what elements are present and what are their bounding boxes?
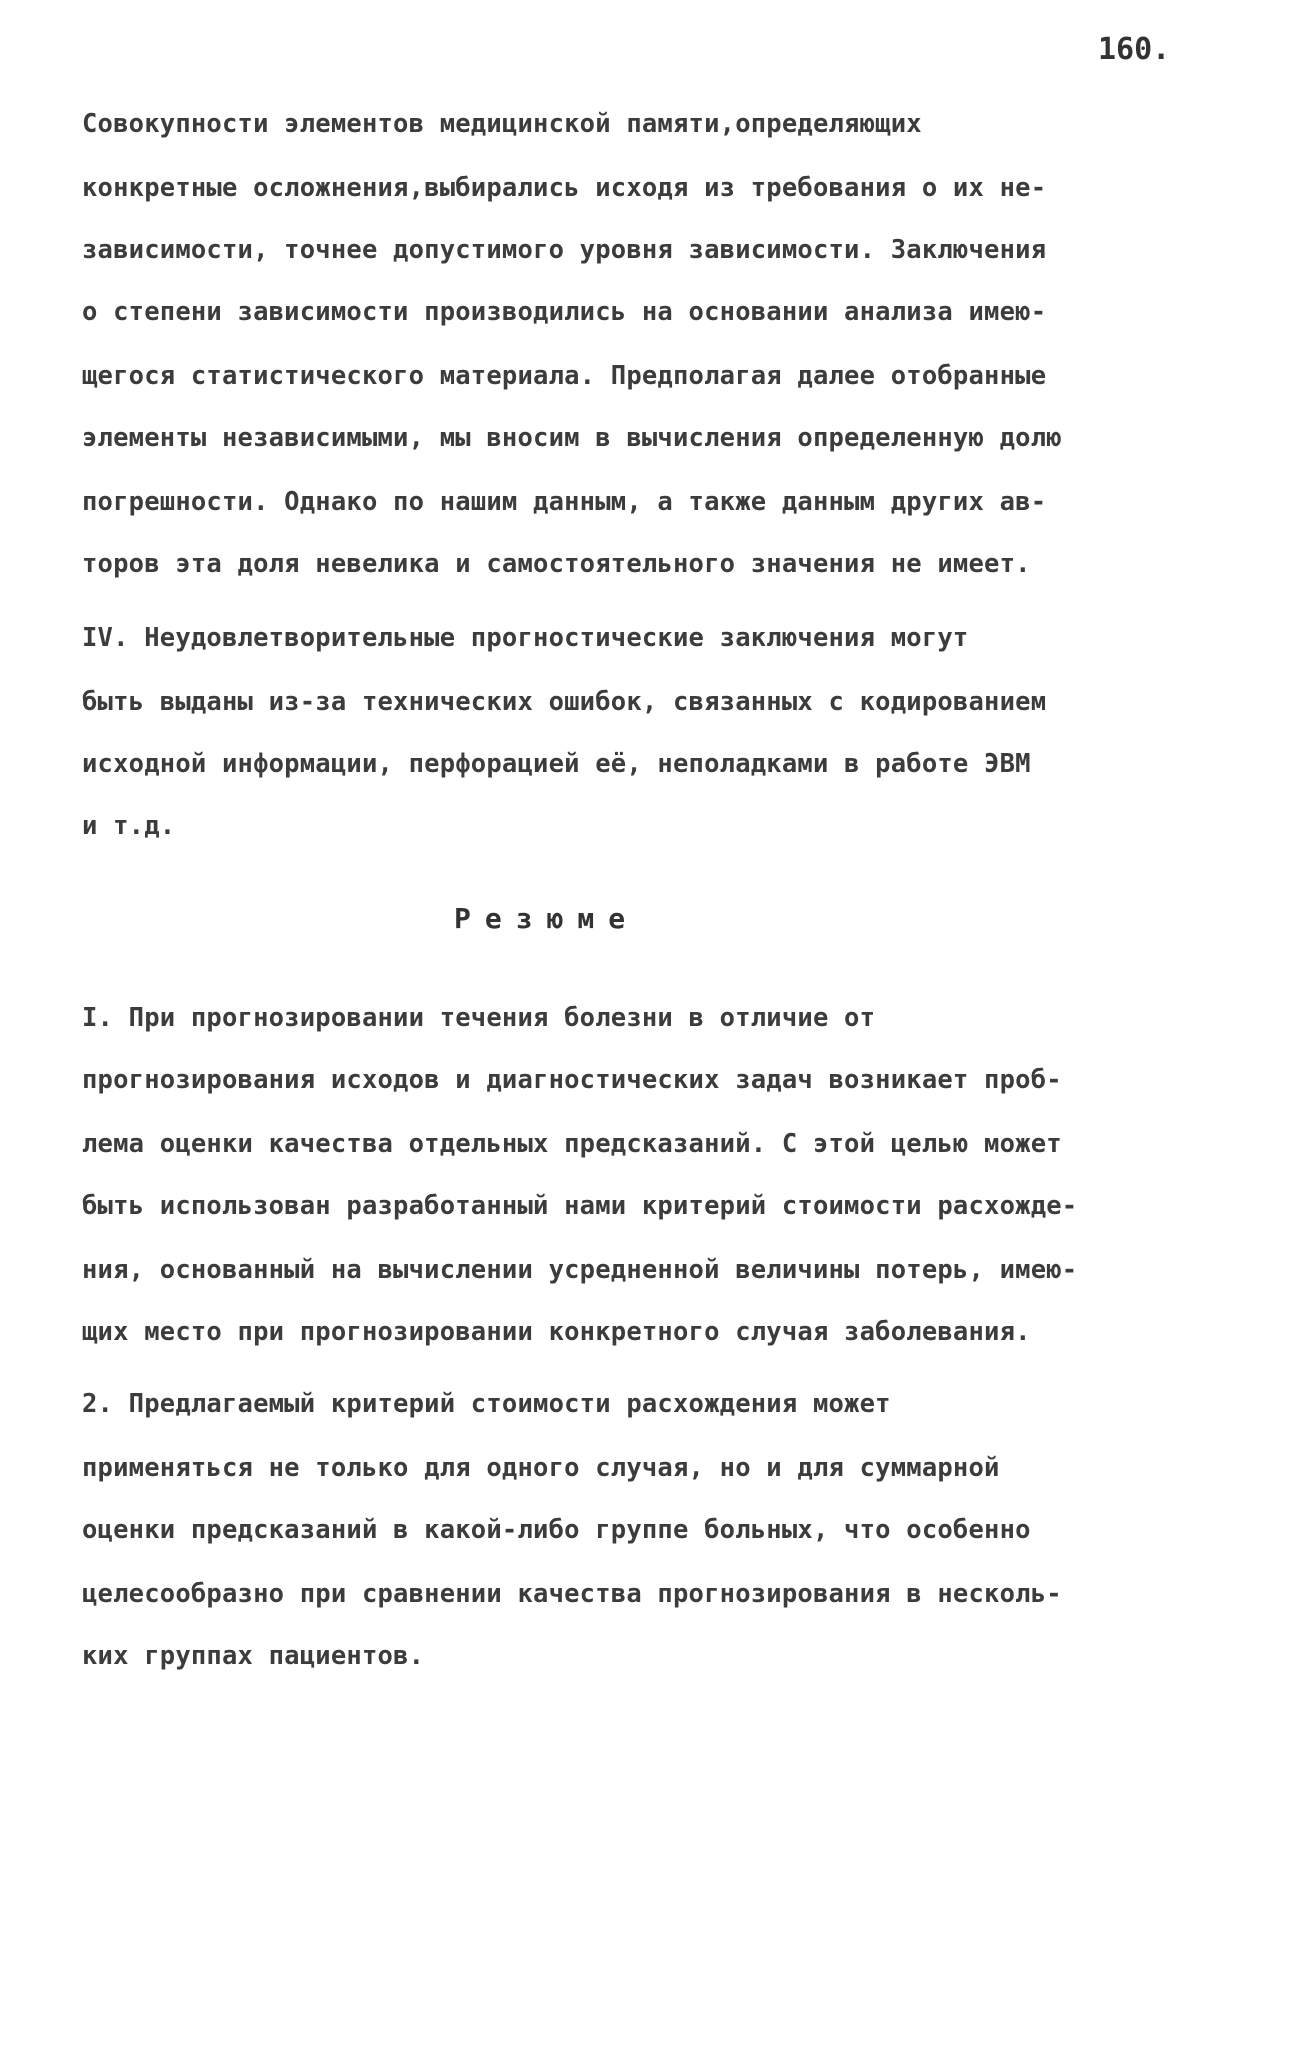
- text-line: и т.д.: [82, 811, 176, 841]
- text-line: щегося статистического материала. Предполагая далее отобранные: [82, 361, 1047, 391]
- text-line: IV. Неудовлетворительные прогностические заключения могут: [82, 623, 969, 653]
- text-line: щих место при прогнозировании конкретного случая заболевания.: [82, 1317, 1031, 1347]
- text-line: торов эта доля невелика и самостоятельного значения не имеет.: [82, 549, 1031, 579]
- text-line: лема оценки качества отдельных предсказаний. С этой целью может: [82, 1129, 1062, 1159]
- text-line: ких группах пациентов.: [82, 1641, 425, 1671]
- text-line: I. При прогнозировании течения болезни в отличие от: [82, 1003, 876, 1033]
- text-line: быть использован разработанный нами критерий стоимости расхожде-: [82, 1191, 1078, 1221]
- text-line: применяться не только для одного случая, но и для суммарной: [82, 1453, 1000, 1483]
- text-line: погрешности. Однако по нашим данным, а также данным других ав-: [82, 487, 1047, 517]
- text-line: исходной информации, перфорацией её, неполадками в работе ЭВМ: [82, 749, 1031, 779]
- text-line: прогнозирования исходов и диагностических задач возникает проб-: [82, 1065, 1062, 1095]
- text-line: быть выданы из-за технических ошибок, связанных с кодированием: [82, 687, 1047, 717]
- text-line: о степени зависимости производились на основании анализа имею-: [82, 297, 1047, 327]
- text-line: ния, основанный на вычислении усредненной величины потерь, имею-: [82, 1255, 1078, 1285]
- text-line: Совокупности элементов медицинской памяти,определяющих: [82, 109, 922, 139]
- text-line: 2. Предлагаемый критерий стоимости расхождения может: [82, 1389, 891, 1419]
- section-heading: Резюме: [454, 902, 640, 935]
- text-line: целесообразно при сравнении качества прогнозирования в несколь-: [82, 1579, 1062, 1609]
- text-line: элементы независимыми, мы вносим в вычисления определенную долю: [82, 423, 1062, 453]
- page-number: 160.: [1098, 32, 1171, 67]
- text-line: оценки предсказаний в какой-либо группе больных, что особенно: [82, 1515, 1031, 1545]
- text-line: зависимости, точнее допустимого уровня зависимости. Заключения: [82, 235, 1047, 265]
- text-line: конкретные осложнения,выбирались исходя из требования о их не-: [82, 173, 1047, 203]
